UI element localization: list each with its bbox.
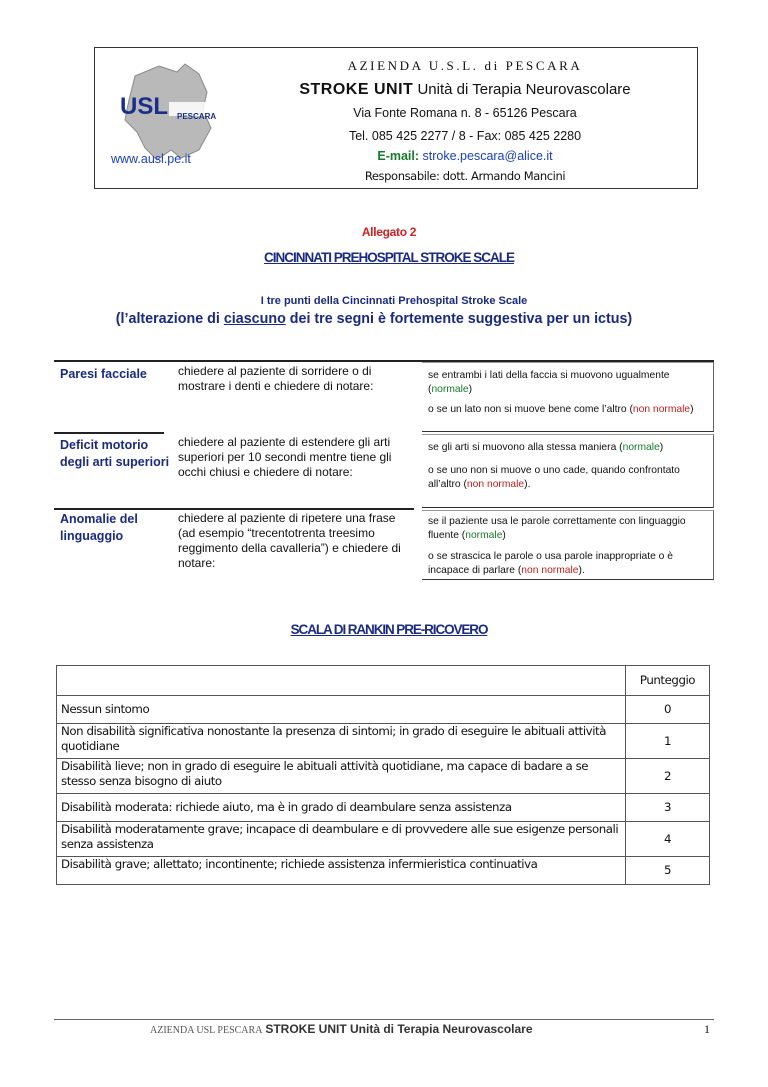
tel-fax: Tel. 085 425 2277 / 8 - Fax: 085 425 2280	[348, 129, 582, 143]
address: Via Fonte Romana n. 8 - 65126 Pescara	[353, 106, 577, 120]
rankin-title: SCALA DI RANKIN PRE-RICOVERO	[290, 622, 488, 637]
option-abnormal: o se uno non si muove o uno cade, quando confrontato all’altro (non normale).	[428, 465, 680, 490]
cincinnati-title: CINCINNATI PREHOSPITAL STROKE SCALE	[263, 250, 515, 265]
letterhead	[94, 47, 698, 189]
option-abnormal: o se un lato non si muove bene come l’altro (non normale)	[428, 404, 694, 415]
website-link[interactable]: www.ausl.pe.it	[111, 152, 191, 166]
row-options	[422, 362, 714, 432]
rankin-score: 4	[626, 822, 710, 857]
alterazione-note	[0, 311, 768, 327]
table-row	[57, 724, 710, 759]
row-options	[422, 434, 714, 508]
option-normal: se entrambi i lati della faccia si muovono ugualmente (normale)	[428, 370, 670, 395]
row-instruction: chiedere al paziente di ripetere una frase (ad esempio “trecentotrenta treesimo reggimento della cavalleria”) e chiedere di notare:	[178, 511, 401, 570]
cincinnati-subtitle: I tre punti della Cincinnati Prehospital Stroke Scale	[260, 295, 528, 307]
email-label: E-mail:	[377, 149, 420, 163]
allegato-label: Allegato 2	[361, 225, 417, 239]
option-normal: se il paziente usa le parole correttamente con linguaggio fluente (normale)	[428, 516, 686, 541]
responsabile: Responsabile: dott. Armando Mancini	[364, 169, 566, 183]
rankin-score: 2	[626, 759, 710, 794]
footer-divider	[54, 1019, 714, 1020]
alterazione-emphasis: ciascuno	[223, 311, 286, 327]
page-number: 1	[704, 1022, 710, 1036]
header-score: Punteggio	[626, 666, 710, 696]
row-label: Paresi facciale	[60, 367, 147, 381]
table-row	[57, 857, 710, 885]
rankin-score: 1	[626, 724, 710, 759]
table-row	[57, 794, 710, 822]
rankin-desc: Disabilità grave; allettato; incontinente; richiede assistenza infermieristica continuativa	[57, 857, 626, 885]
option-normal: se gli arti si muovono alla stessa maniera (normale)	[428, 442, 664, 453]
rankin-desc: Disabilità moderata: richiede aiuto, ma è in grado di deambulare senza assistenza	[57, 794, 626, 822]
row-label: Anomalie del linguaggio	[60, 512, 138, 543]
stroke-unit-name: STROKE UNIT	[299, 81, 414, 98]
rankin-score: 3	[626, 794, 710, 822]
rankin-desc: Disabilità moderatamente grave; incapace di deambulare e di provvedere alle sue esigenze personali senza assistenza	[57, 822, 626, 857]
row-instruction: chiedere al paziente di estendere gli arti superiori per 10 secondi mentre tiene gli occhi chiusi e chiedere di notare:	[178, 435, 392, 479]
email-line	[245, 149, 685, 163]
azienda-title: AZIENDA U.S.L. di PESCARA	[347, 58, 583, 73]
option-abnormal: o se strascica le parole o usa parole inappropriate o è incapace di parlare (non normale).	[428, 551, 673, 576]
row-options	[422, 510, 714, 580]
row-instruction: chiedere al paziente di sorridere o di mostrare i denti e chiedere di notare:	[178, 364, 374, 393]
footer-unit: STROKE UNIT Unità di Terapia Neurovascolare	[265, 1022, 533, 1036]
rankin-desc: Nessun sintomo	[57, 696, 626, 724]
unit-description: Unità di Terapia Neurovascolare	[417, 81, 631, 98]
logo-usl-text: USL	[120, 93, 168, 120]
table-row	[57, 822, 710, 857]
table-row	[54, 434, 714, 510]
header-empty-cell	[57, 666, 626, 696]
page-footer	[150, 1022, 533, 1036]
alterazione-pre: (l’alterazione di	[115, 311, 224, 327]
row-label: Deficit motorio degli arti superiori	[60, 438, 170, 469]
rankin-desc: Non disabilità significativa nonostante la presenza di sintomi; in grado di eseguire le abituali attività quotidiane	[57, 724, 626, 759]
table-row	[54, 362, 714, 432]
alterazione-post: dei tre segni è fortemente suggestiva per un ictus)	[285, 311, 633, 327]
table-header-row	[57, 666, 710, 696]
table-row	[57, 759, 710, 794]
email-link[interactable]: stroke.pescara@alice.it	[422, 149, 553, 163]
logo-pescara-text: PESCARA	[177, 112, 217, 121]
rankin-table	[56, 665, 710, 885]
table-row	[54, 510, 714, 582]
footer-azienda: AZIENDA USL PESCARA	[150, 1025, 263, 1036]
rankin-score: 5	[626, 857, 710, 885]
rankin-score: 0	[626, 696, 710, 724]
rankin-desc: Disabilità lieve; non in grado di eseguire le abituali attività quotidiane, ma capace di badare a se stesso senza bisogno di aiuto	[57, 759, 626, 794]
table-row	[57, 696, 710, 724]
stroke-unit-title	[245, 81, 685, 99]
